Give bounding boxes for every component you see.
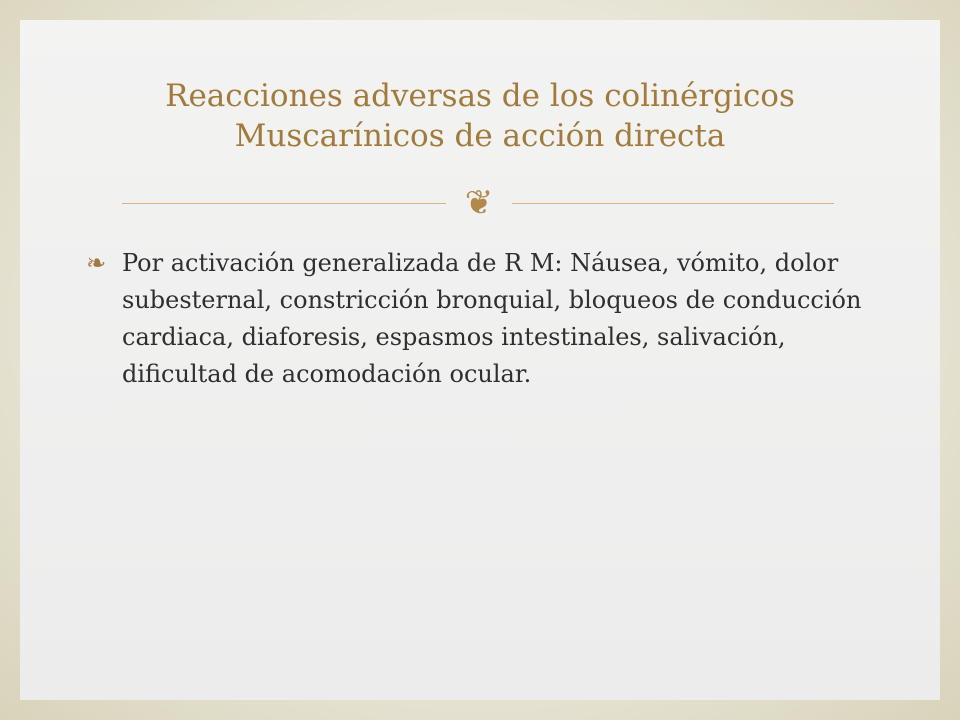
list-item <box>86 245 886 393</box>
fleuron-icon: ❦ <box>464 183 494 223</box>
title-divider-right <box>512 203 834 204</box>
title-line-1: Reacciones adversas de los colinérgicos <box>165 78 795 114</box>
fleuron-bullet-icon: ❧ <box>86 249 107 277</box>
slide-title <box>0 76 960 156</box>
title-line-2: Muscarínicos de acción directa <box>234 118 726 154</box>
title-divider-left <box>122 203 446 204</box>
bullet-text: Por activación generalizada de R M: Náusea, vómito, dolor subesternal, constricción bronquial, bloqueos de conducción cardiaca, diaforesis, espasmos intestinales, salivación, dificultad de acomodación ocular. <box>122 249 862 388</box>
